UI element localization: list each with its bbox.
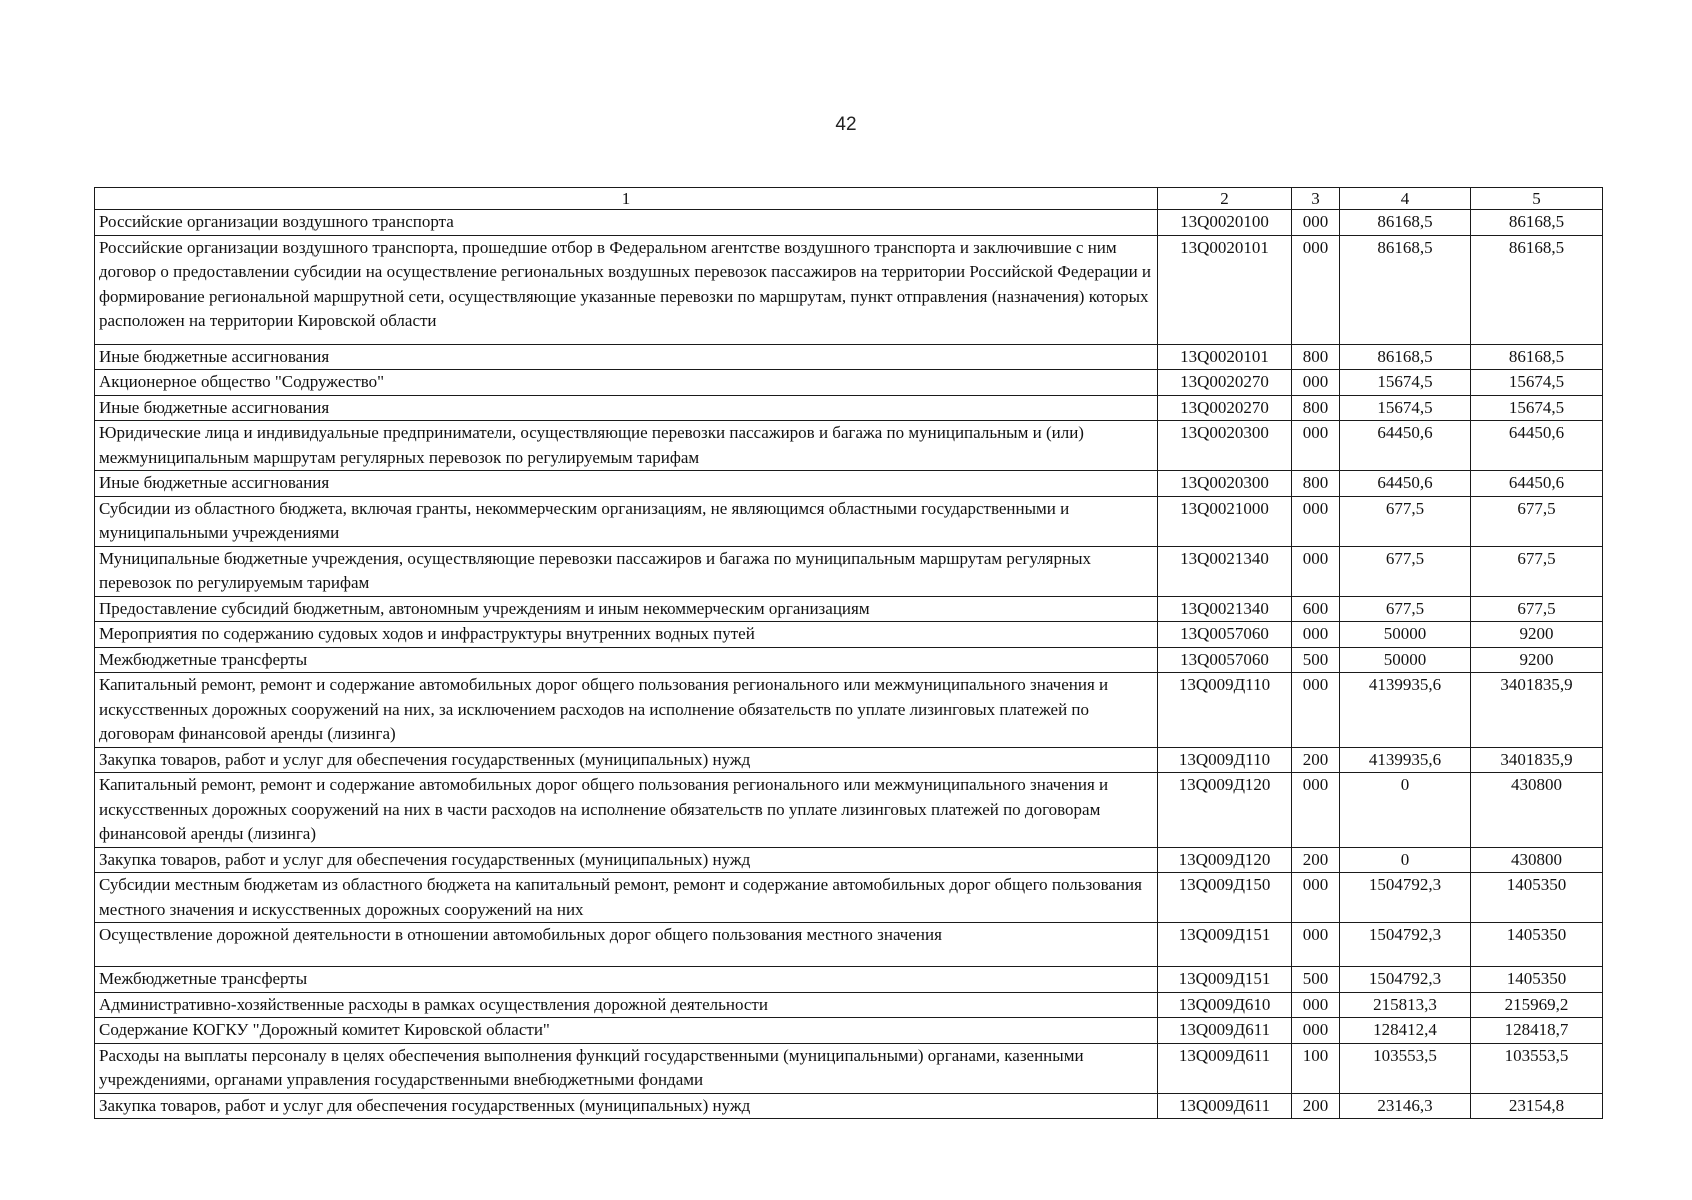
cell-type: 000: [1292, 546, 1340, 596]
cell-v1: 50000: [1340, 647, 1471, 673]
cell-v2: 677,5: [1471, 596, 1603, 622]
table-row: [95, 1093, 1603, 1119]
cell-v1: 0: [1340, 773, 1471, 848]
table-row: [95, 1018, 1603, 1044]
cell-code: 13Q0020300: [1158, 421, 1292, 471]
cell-name: Иные бюджетные ассигнования: [95, 395, 1158, 421]
cell-type: 000: [1292, 421, 1340, 471]
cell-v1: 677,5: [1340, 496, 1471, 546]
cell-v2: 86168,5: [1471, 235, 1603, 344]
cell-v1: 1504792,3: [1340, 873, 1471, 923]
cell-type: 100: [1292, 1043, 1340, 1093]
cell-v1: 4139935,6: [1340, 747, 1471, 773]
cell-name: Межбюджетные трансферты: [95, 647, 1158, 673]
cell-v1: 86168,5: [1340, 344, 1471, 370]
cell-v1: 15674,5: [1340, 370, 1471, 396]
cell-v2: 103553,5: [1471, 1043, 1603, 1093]
cell-v2: 215969,2: [1471, 992, 1603, 1018]
header-cell: 2: [1158, 188, 1292, 210]
cell-type: 200: [1292, 1093, 1340, 1119]
cell-type: 000: [1292, 773, 1340, 848]
cell-v2: 430800: [1471, 773, 1603, 848]
cell-v2: 430800: [1471, 847, 1603, 873]
cell-name: Муниципальные бюджетные учреждения, осуществляющие перевозки пассажиров и багажа по муниципальным маршрутам регулярных перевозок по регулируемым тарифам: [95, 546, 1158, 596]
cell-type: 500: [1292, 967, 1340, 993]
cell-name: Осуществление дорожной деятельности в отношении автомобильных дорог общего пользования местного значения: [95, 923, 1158, 967]
cell-code: 13Q009Д150: [1158, 873, 1292, 923]
table-row: [95, 747, 1603, 773]
cell-type: 000: [1292, 673, 1340, 748]
cell-type: 800: [1292, 344, 1340, 370]
cell-name: Содержание КОГКУ "Дорожный комитет Кировской области": [95, 1018, 1158, 1044]
header-cell: 3: [1292, 188, 1340, 210]
cell-name: Мероприятия по содержанию судовых ходов и инфраструктуры внутренних водных путей: [95, 622, 1158, 648]
cell-v1: 677,5: [1340, 546, 1471, 596]
cell-v2: 86168,5: [1471, 344, 1603, 370]
table-row: [95, 923, 1603, 967]
table-row: [95, 622, 1603, 648]
header-cell: 4: [1340, 188, 1471, 210]
table-row: [95, 847, 1603, 873]
cell-v1: 128412,4: [1340, 1018, 1471, 1044]
cell-v2: 86168,5: [1471, 210, 1603, 236]
cell-v1: 1504792,3: [1340, 923, 1471, 967]
cell-v1: 50000: [1340, 622, 1471, 648]
cell-type: 200: [1292, 847, 1340, 873]
cell-code: 13Q0020270: [1158, 370, 1292, 396]
cell-type: 800: [1292, 395, 1340, 421]
cell-v1: 86168,5: [1340, 235, 1471, 344]
cell-v2: 64450,6: [1471, 471, 1603, 497]
cell-v1: 4139935,6: [1340, 673, 1471, 748]
cell-v1: 86168,5: [1340, 210, 1471, 236]
cell-v1: 64450,6: [1340, 421, 1471, 471]
cell-type: 600: [1292, 596, 1340, 622]
cell-code: 13Q0020270: [1158, 395, 1292, 421]
cell-v2: 1405350: [1471, 873, 1603, 923]
cell-name: Закупка товаров, работ и услуг для обеспечения государственных (муниципальных) нужд: [95, 747, 1158, 773]
cell-name: Юридические лица и индивидуальные предприниматели, осуществляющие перевозки пассажиров и багажа по муниципальным и (или) межмуниципальным маршрутам регулярных перевозок по регулируемым тарифам: [95, 421, 1158, 471]
cell-name: Закупка товаров, работ и услуг для обеспечения государственных (муниципальных) нужд: [95, 1093, 1158, 1119]
table-row: [95, 873, 1603, 923]
cell-v1: 1504792,3: [1340, 967, 1471, 993]
header-cell: 5: [1471, 188, 1603, 210]
cell-name: Расходы на выплаты персоналу в целях обеспечения выполнения функций государственными (муниципальными) органами, казенными учреждениями, органами управления государственными внебюджетными фондами: [95, 1043, 1158, 1093]
cell-type: 200: [1292, 747, 1340, 773]
cell-v1: 677,5: [1340, 596, 1471, 622]
cell-type: 000: [1292, 873, 1340, 923]
cell-code: 13Q0020100: [1158, 210, 1292, 236]
table-row: [95, 471, 1603, 497]
cell-v2: 128418,7: [1471, 1018, 1603, 1044]
table-row: [95, 647, 1603, 673]
cell-type: 800: [1292, 471, 1340, 497]
cell-code: 13Q0021340: [1158, 546, 1292, 596]
cell-type: 000: [1292, 235, 1340, 344]
cell-v2: 9200: [1471, 622, 1603, 648]
cell-v1: 215813,3: [1340, 992, 1471, 1018]
cell-name: Российские организации воздушного транспорта, прошедшие отбор в Федеральном агентстве воздушного транспорта и заключившие с ним договор о предоставлении субсидии на осуществление региональных воздушных перевозок пассажиров на территории Российской Федерации и формирование региональной маршрутной сети, осуществляющие указанные перевозки по маршрутам, пункт отправления (назначения) которых расположен на территории Кировской области: [95, 235, 1158, 344]
cell-code: 13Q0021000: [1158, 496, 1292, 546]
cell-name: Капитальный ремонт, ремонт и содержание автомобильных дорог общего пользования регионального или межмуниципального значения и искусственных дорожных сооружений на них в части расходов на исполнение обязательств по уплате лизинговых платежей по договорам финансовой аренды (лизинга): [95, 773, 1158, 848]
cell-code: 13Q009Д611: [1158, 1018, 1292, 1044]
cell-name: Акционерное общество "Содружество": [95, 370, 1158, 396]
header-cell: 1: [95, 188, 1158, 210]
page-number: 42: [835, 114, 857, 135]
cell-type: 000: [1292, 1018, 1340, 1044]
cell-type: 000: [1292, 370, 1340, 396]
cell-v2: 64450,6: [1471, 421, 1603, 471]
table-row: [95, 370, 1603, 396]
cell-code: 13Q0020101: [1158, 344, 1292, 370]
table-row: [95, 344, 1603, 370]
cell-v2: 1405350: [1471, 967, 1603, 993]
cell-v2: 3401835,9: [1471, 673, 1603, 748]
cell-code: 13Q009Д110: [1158, 747, 1292, 773]
cell-name: Российские организации воздушного транспорта: [95, 210, 1158, 236]
cell-name: Субсидии местным бюджетам из областного бюджета на капитальный ремонт, ремонт и содержание автомобильных дорог общего пользования местного значения и искусственных дорожных сооружений на них: [95, 873, 1158, 923]
cell-v2: 3401835,9: [1471, 747, 1603, 773]
cell-type: 000: [1292, 923, 1340, 967]
cell-type: 000: [1292, 622, 1340, 648]
cell-type: 000: [1292, 496, 1340, 546]
table-row: [95, 1043, 1603, 1093]
cell-v1: 23146,3: [1340, 1093, 1471, 1119]
cell-name: Межбюджетные трансферты: [95, 967, 1158, 993]
cell-type: 000: [1292, 992, 1340, 1018]
cell-type: 000: [1292, 210, 1340, 236]
cell-code: 13Q009Д110: [1158, 673, 1292, 748]
cell-v1: 15674,5: [1340, 395, 1471, 421]
cell-code: 13Q009Д151: [1158, 923, 1292, 967]
cell-code: 13Q0020101: [1158, 235, 1292, 344]
cell-v2: 677,5: [1471, 496, 1603, 546]
table-row: [95, 596, 1603, 622]
table-row: [95, 496, 1603, 546]
cell-code: 13Q0057060: [1158, 647, 1292, 673]
cell-v2: 15674,5: [1471, 370, 1603, 396]
cell-v2: 23154,8: [1471, 1093, 1603, 1119]
table-row: [95, 673, 1603, 748]
cell-name: Административно-хозяйственные расходы в рамках осуществления дорожной деятельности: [95, 992, 1158, 1018]
cell-code: 13Q0020300: [1158, 471, 1292, 497]
cell-v2: 677,5: [1471, 546, 1603, 596]
cell-code: 13Q009Д120: [1158, 847, 1292, 873]
table-row: [95, 235, 1603, 344]
table-row: [95, 992, 1603, 1018]
cell-code: 13Q009Д611: [1158, 1093, 1292, 1119]
table-row: [95, 967, 1603, 993]
cell-name: Капитальный ремонт, ремонт и содержание автомобильных дорог общего пользования регионального или межмуниципального значения и искусственных дорожных сооружений на них, за исключением расходов на исполнение обязательств по уплате лизинговых платежей по договорам финансовой аренды (лизинга): [95, 673, 1158, 748]
table-row: [95, 546, 1603, 596]
cell-code: 13Q009Д610: [1158, 992, 1292, 1018]
cell-code: 13Q0057060: [1158, 622, 1292, 648]
cell-code: 13Q009Д120: [1158, 773, 1292, 848]
cell-v2: 9200: [1471, 647, 1603, 673]
cell-name: Закупка товаров, работ и услуг для обеспечения государственных (муниципальных) нужд: [95, 847, 1158, 873]
cell-name: Иные бюджетные ассигнования: [95, 344, 1158, 370]
table-row: [95, 773, 1603, 848]
cell-code: 13Q009Д611: [1158, 1043, 1292, 1093]
cell-v2: 15674,5: [1471, 395, 1603, 421]
budget-table: [94, 187, 1603, 1119]
cell-v1: 64450,6: [1340, 471, 1471, 497]
cell-v2: 1405350: [1471, 923, 1603, 967]
cell-type: 500: [1292, 647, 1340, 673]
cell-name: Предоставление субсидий бюджетным, автономным учреждениям и иным некоммерческим организациям: [95, 596, 1158, 622]
cell-name: Субсидии из областного бюджета, включая гранты, некоммерческим организациям, не являющимся областными государственными и муниципальными учреждениями: [95, 496, 1158, 546]
cell-v1: 103553,5: [1340, 1043, 1471, 1093]
table-row: [95, 421, 1603, 471]
cell-v1: 0: [1340, 847, 1471, 873]
cell-code: 13Q009Д151: [1158, 967, 1292, 993]
cell-name: Иные бюджетные ассигнования: [95, 471, 1158, 497]
table-header-row: [95, 188, 1603, 210]
cell-code: 13Q0021340: [1158, 596, 1292, 622]
table-row: [95, 395, 1603, 421]
table-row: [95, 210, 1603, 236]
